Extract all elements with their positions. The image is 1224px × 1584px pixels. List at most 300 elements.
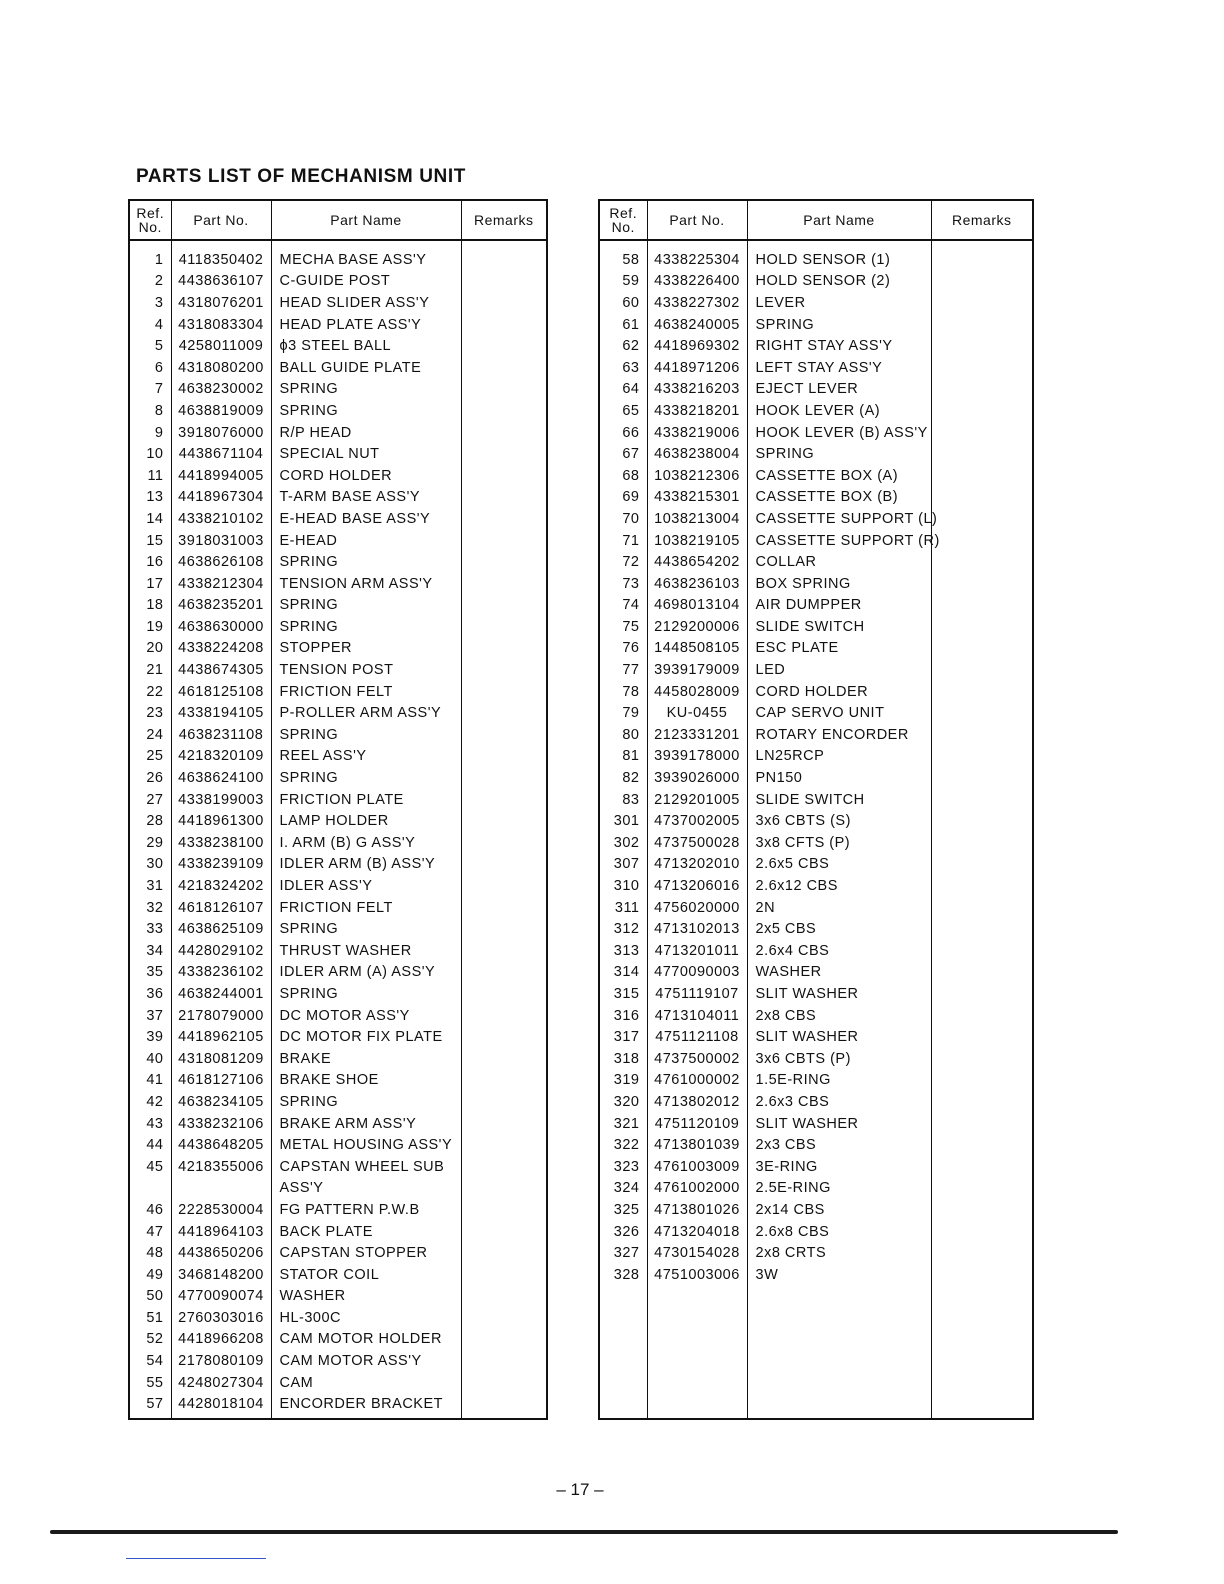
- remarks-cell: [931, 400, 1033, 422]
- part-no-cell: 4638819009: [171, 400, 271, 422]
- ref-no-cell: 78: [622, 683, 640, 700]
- part-no-cell: 2129200006: [647, 616, 747, 638]
- table-row: [599, 573, 1033, 595]
- part-name-cell: 2x8 CRTS: [747, 1242, 931, 1264]
- remarks-cell: [931, 875, 1033, 897]
- part-name-cell: SPRING: [271, 551, 461, 573]
- part-no-cell: 4698013104: [647, 595, 747, 617]
- part-no-cell: 4618125108: [171, 681, 271, 703]
- part-name-cell: DC MOTOR FIX PLATE: [271, 1026, 461, 1048]
- remarks-cell: [461, 681, 547, 703]
- part-no-cell: 4318080200: [171, 357, 271, 379]
- part-no-cell: 4638625109: [171, 918, 271, 940]
- remarks-cell: [931, 940, 1033, 962]
- table-row: [599, 465, 1033, 487]
- table-row: [129, 595, 547, 617]
- remarks-cell: [931, 1221, 1033, 1243]
- part-no-cell: 4737500002: [647, 1048, 747, 1070]
- table-row: [129, 724, 547, 746]
- part-name-cell: BALL GUIDE PLATE: [271, 357, 461, 379]
- empty-cell: [129, 1415, 171, 1419]
- ref-no-cell: 22: [146, 683, 164, 700]
- remarks-cell: [931, 1091, 1033, 1113]
- table-row: [599, 379, 1033, 401]
- remarks-cell: [931, 573, 1033, 595]
- ref-no-cell: 5: [154, 338, 164, 355]
- table-row: [129, 1350, 547, 1372]
- part-name-cell: LN25RCP: [747, 746, 931, 768]
- remarks-cell: [461, 1329, 547, 1351]
- part-name-cell: 2.6x4 CBS: [747, 940, 931, 962]
- part-name-cell: CASSETTE BOX (A): [747, 465, 931, 487]
- part-no-cell: 4318081209: [171, 1048, 271, 1070]
- table-row: [599, 595, 1033, 617]
- part-name-cell: HL-300C: [271, 1307, 461, 1329]
- ref-no-cell: 40: [146, 1050, 164, 1067]
- ref-no-cell: 63: [622, 359, 640, 376]
- remarks-cell: [461, 724, 547, 746]
- ref-no-cell: 10: [146, 446, 164, 463]
- remarks-header: Remarks: [931, 200, 1033, 240]
- ref-no-cell: 58: [622, 251, 640, 268]
- ref-no-cell: 50: [146, 1288, 164, 1305]
- part-name-cell: SLIDE SWITCH: [747, 616, 931, 638]
- remarks-cell: [461, 962, 547, 984]
- part-no-cell: 4713102013: [647, 918, 747, 940]
- table-row: [599, 1113, 1033, 1135]
- part-name-cell: TENSION ARM ASS'Y: [271, 573, 461, 595]
- ref-no-cell: 18: [146, 597, 164, 614]
- ref-no-cell: 35: [146, 964, 164, 981]
- ref-no-cell: 319: [613, 1072, 640, 1089]
- part-name-cell: ROTARY ENCORDER: [747, 724, 931, 746]
- part-no-cell: 4338218201: [647, 400, 747, 422]
- table-row: [599, 767, 1033, 789]
- part-name-cell: P-ROLLER ARM ASS'Y: [271, 702, 461, 724]
- ref-no-cell: 310: [613, 878, 640, 895]
- part-no-cell: 4770090074: [171, 1286, 271, 1308]
- part-name-cell: C-GUIDE POST: [271, 271, 461, 293]
- ref-no-cell: 59: [622, 273, 640, 290]
- part-no-cell: 4338236102: [171, 962, 271, 984]
- table-row: [599, 810, 1033, 832]
- part-name-cell: SPRING: [747, 314, 931, 336]
- remarks-cell: [931, 292, 1033, 314]
- part-no-cell: 4428018104: [171, 1393, 271, 1415]
- part-name-cell: I. ARM (B) G ASS'Y: [271, 832, 461, 854]
- part-no-cell: 4713202010: [647, 854, 747, 876]
- table-filler-row: [129, 1415, 547, 1419]
- ref-no-header-line1: Ref.: [609, 205, 638, 221]
- ref-no-cell: 66: [622, 424, 640, 441]
- table-row: [129, 292, 547, 314]
- empty-cell: [747, 1286, 931, 1420]
- ref-no-cell: 82: [622, 770, 640, 787]
- part-no-cell: 4418962105: [171, 1026, 271, 1048]
- part-name-cell: FRICTION FELT: [271, 897, 461, 919]
- ref-no-cell: 325: [613, 1201, 640, 1218]
- part-name-cell: E-HEAD BASE ASS'Y: [271, 508, 461, 530]
- table-row: [129, 962, 547, 984]
- table-row: [599, 1026, 1033, 1048]
- part-no-cell: 4338232106: [171, 1113, 271, 1135]
- table-row: [599, 422, 1033, 444]
- table-row: [129, 681, 547, 703]
- remarks-cell: [461, 443, 547, 465]
- part-name-cell: 2.6x3 CBS: [747, 1091, 931, 1113]
- part-name-cell: WASHER: [747, 962, 931, 984]
- table-row: [599, 983, 1033, 1005]
- remarks-cell: [461, 616, 547, 638]
- ref-no-cell: 1: [154, 251, 164, 268]
- remarks-cell: [461, 573, 547, 595]
- ref-no-cell: 55: [146, 1374, 164, 1391]
- ref-no-cell: 60: [622, 294, 640, 311]
- part-name-cell: 2.6x12 CBS: [747, 875, 931, 897]
- empty-cell: [461, 1415, 547, 1419]
- part-no-cell: 4638624100: [171, 767, 271, 789]
- table-row: [599, 1091, 1033, 1113]
- part-name-cell: STOPPER: [271, 638, 461, 660]
- ref-no-cell: 26: [146, 770, 164, 787]
- table-row: [599, 962, 1033, 984]
- remarks-cell: [931, 962, 1033, 984]
- ref-no-cell: 16: [146, 554, 164, 571]
- ref-no-cell: 7: [154, 381, 164, 398]
- table-row: [599, 357, 1033, 379]
- table-row: [129, 767, 547, 789]
- part-name-cell: WASHER: [271, 1286, 461, 1308]
- part-no-cell: 4438674305: [171, 659, 271, 681]
- ref-no-cell: 301: [613, 813, 640, 830]
- ref-no-cell: 4: [154, 316, 164, 333]
- remarks-cell: [931, 702, 1033, 724]
- part-no-cell: 2129201005: [647, 789, 747, 811]
- ref-no-cell: 324: [613, 1180, 640, 1197]
- remarks-cell: [931, 724, 1033, 746]
- ref-no-cell: 313: [613, 942, 640, 959]
- ref-no-cell: 19: [146, 618, 164, 635]
- part-name-cell: SLIT WASHER: [747, 983, 931, 1005]
- part-name-cell: RIGHT STAY ASS'Y: [747, 335, 931, 357]
- part-no-cell: 3468148200: [171, 1264, 271, 1286]
- remarks-cell: [461, 508, 547, 530]
- part-no-cell: [171, 1178, 271, 1200]
- part-name-cell: HOLD SENSOR (2): [747, 271, 931, 293]
- part-no-cell: 4418966208: [171, 1329, 271, 1351]
- ref-no-cell: 46: [146, 1201, 164, 1218]
- table-row: [599, 1242, 1033, 1264]
- part-name-cell: LEVER: [747, 292, 931, 314]
- table-header-row: [599, 200, 1033, 240]
- table-row: [599, 1134, 1033, 1156]
- table-row: [599, 681, 1033, 703]
- part-no-cell: 4218355006: [171, 1156, 271, 1178]
- remarks-cell: [931, 1178, 1033, 1200]
- remarks-cell: [931, 983, 1033, 1005]
- remarks-cell: [461, 1091, 547, 1113]
- part-no-cell: 4338227302: [647, 292, 747, 314]
- table-row: [599, 1005, 1033, 1027]
- part-no-cell: 4438671104: [171, 443, 271, 465]
- part-name-cell: CAPSTAN WHEEL SUB: [271, 1156, 461, 1178]
- part-name-cell: T-ARM BASE ASS'Y: [271, 487, 461, 509]
- part-name-cell: BRAKE: [271, 1048, 461, 1070]
- part-no-cell: 4318076201: [171, 292, 271, 314]
- ref-no-cell: 39: [146, 1029, 164, 1046]
- part-name-cell: DC MOTOR ASS'Y: [271, 1005, 461, 1027]
- ref-no-cell: 83: [622, 791, 640, 808]
- part-no-cell: 4713801026: [647, 1199, 747, 1221]
- table-row: [129, 854, 547, 876]
- table-row: [129, 1005, 547, 1027]
- part-name-cell: HOLD SENSOR (1): [747, 240, 931, 271]
- part-no-cell: 1038212306: [647, 465, 747, 487]
- remarks-cell: [461, 1156, 547, 1178]
- part-no-cell: 4638236103: [647, 573, 747, 595]
- part-no-cell: 4713802012: [647, 1091, 747, 1113]
- part-no-cell: 1448508105: [647, 638, 747, 660]
- part-no-cell: 4218320109: [171, 746, 271, 768]
- remarks-cell: [461, 918, 547, 940]
- remarks-cell: [931, 789, 1033, 811]
- part-name-cell: FG PATTERN P.W.B: [271, 1199, 461, 1221]
- part-name-cell: LAMP HOLDER: [271, 810, 461, 832]
- remarks-cell: [931, 379, 1033, 401]
- table-row: [599, 897, 1033, 919]
- part-no-cell: 1038219105: [647, 530, 747, 552]
- ref-no-cell: 317: [613, 1029, 640, 1046]
- ref-no-cell: 32: [146, 899, 164, 916]
- ref-no-cell: 24: [146, 726, 164, 743]
- remarks-cell: [461, 789, 547, 811]
- table-row: [129, 400, 547, 422]
- part-name-cell: SPRING: [271, 400, 461, 422]
- table-row: [129, 1070, 547, 1092]
- remarks-cell: [461, 767, 547, 789]
- table-row: [129, 551, 547, 573]
- part-no-cell: 4418964103: [171, 1221, 271, 1243]
- table-row: [129, 1221, 547, 1243]
- remarks-cell: [461, 1070, 547, 1092]
- remarks-cell: [931, 1026, 1033, 1048]
- remarks-cell: [931, 443, 1033, 465]
- table-row: [129, 1242, 547, 1264]
- empty-cell: [599, 1286, 647, 1420]
- remarks-cell: [461, 1350, 547, 1372]
- remarks-cell: [461, 422, 547, 444]
- part-no-cell: 3939179009: [647, 659, 747, 681]
- remarks-cell: [931, 422, 1033, 444]
- remarks-cell: [461, 1242, 547, 1264]
- table-filler-row: [599, 1286, 1033, 1420]
- part-no-cell: 4638244001: [171, 983, 271, 1005]
- ref-no-cell: 71: [622, 532, 640, 549]
- table-row: [129, 638, 547, 660]
- table-row: [599, 1048, 1033, 1070]
- remarks-cell: [931, 595, 1033, 617]
- ref-no-cell: 42: [146, 1093, 164, 1110]
- part-no-header: Part No.: [647, 200, 747, 240]
- empty-cell: [271, 1415, 461, 1419]
- remarks-cell: [461, 659, 547, 681]
- ref-no-cell: 320: [613, 1093, 640, 1110]
- part-no-cell: 2123331201: [647, 724, 747, 746]
- part-name-cell: CORD HOLDER: [747, 681, 931, 703]
- part-name-cell: HOOK LEVER (B) ASS'Y: [747, 422, 931, 444]
- remarks-cell: [461, 314, 547, 336]
- part-name-cell: EJECT LEVER: [747, 379, 931, 401]
- part-name-cell: 3W: [747, 1264, 931, 1286]
- part-name-cell: BRAKE ARM ASS'Y: [271, 1113, 461, 1135]
- remarks-cell: [461, 595, 547, 617]
- part-no-cell: 4713104011: [647, 1005, 747, 1027]
- remarks-cell: [931, 1113, 1033, 1135]
- ref-no-cell: 80: [622, 726, 640, 743]
- part-name-cell: LED: [747, 659, 931, 681]
- ref-no-cell: 45: [146, 1158, 164, 1175]
- part-name-cell: IDLER ARM (A) ASS'Y: [271, 962, 461, 984]
- part-name-cell: SPRING: [271, 918, 461, 940]
- remarks-cell: [931, 1005, 1033, 1027]
- remarks-cell: [931, 897, 1033, 919]
- part-name-cell: ENCORDER BRACKET: [271, 1393, 461, 1415]
- remarks-cell: [931, 314, 1033, 336]
- remarks-cell: [461, 240, 547, 271]
- part-no-cell: 4638238004: [647, 443, 747, 465]
- ref-no-cell: 27: [146, 791, 164, 808]
- part-name-cell: IDLER ARM (B) ASS'Y: [271, 854, 461, 876]
- ref-no-cell: 21: [146, 662, 164, 679]
- ref-no-cell: 322: [613, 1137, 640, 1154]
- table-row: [129, 1286, 547, 1308]
- remarks-cell: [461, 875, 547, 897]
- table-row: [129, 702, 547, 724]
- table-row: [599, 292, 1033, 314]
- ref-no-cell: 11: [147, 467, 164, 484]
- part-no-cell: 4318083304: [171, 314, 271, 336]
- remarks-cell: [461, 810, 547, 832]
- ref-no-cell: 315: [613, 985, 640, 1002]
- ref-no-cell: 312: [613, 921, 640, 938]
- part-no-cell: 4338224208: [171, 638, 271, 660]
- part-name-cell: FRICTION PLATE: [271, 789, 461, 811]
- ref-no-cell: 74: [622, 597, 640, 614]
- table-row: [599, 1199, 1033, 1221]
- part-name-cell: CORD HOLDER: [271, 465, 461, 487]
- part-no-cell: 4438648205: [171, 1134, 271, 1156]
- footer-rule: [50, 1530, 1118, 1534]
- remarks-cell: [931, 854, 1033, 876]
- remarks-cell: [931, 810, 1033, 832]
- part-name-cell: BRAKE SHOE: [271, 1070, 461, 1092]
- remarks-cell: [931, 487, 1033, 509]
- part-no-cell: 4618126107: [171, 897, 271, 919]
- remarks-cell: [931, 918, 1033, 940]
- table-row: [599, 240, 1033, 271]
- remarks-cell: [931, 1199, 1033, 1221]
- part-name-cell: SPRING: [271, 724, 461, 746]
- table-row: [129, 465, 547, 487]
- parts-table-left-body: [129, 240, 547, 1419]
- remarks-cell: [461, 702, 547, 724]
- part-no-cell: 4638231108: [171, 724, 271, 746]
- ref-no-cell: 41: [146, 1072, 164, 1089]
- ref-no-cell: 73: [622, 575, 640, 592]
- remarks-cell: [461, 271, 547, 293]
- part-name-cell: CAM MOTOR ASS'Y: [271, 1350, 461, 1372]
- part-name-cell: HOOK LEVER (A): [747, 400, 931, 422]
- remarks-cell: [931, 551, 1033, 573]
- part-name-header: Part Name: [271, 200, 461, 240]
- part-name-cell: CASSETTE SUPPORT (L): [747, 508, 931, 530]
- part-name-cell: SPRING: [747, 443, 931, 465]
- part-no-cell: 4338239109: [171, 854, 271, 876]
- ref-no-cell: 54: [146, 1353, 164, 1370]
- ref-no-cell: 52: [146, 1331, 164, 1348]
- remarks-cell: [931, 746, 1033, 768]
- table-row: [129, 983, 547, 1005]
- table-row: [129, 1134, 547, 1156]
- part-name-cell: SLIT WASHER: [747, 1113, 931, 1135]
- remarks-cell: [461, 487, 547, 509]
- remarks-cell: [931, 530, 1033, 552]
- part-no-cell: 4418961300: [171, 810, 271, 832]
- remarks-cell: [461, 1264, 547, 1286]
- remarks-header: Remarks: [461, 200, 547, 240]
- ref-no-cell: 79: [622, 705, 640, 722]
- remarks-cell: [461, 357, 547, 379]
- part-no-cell: 4638626108: [171, 551, 271, 573]
- table-row: [129, 1307, 547, 1329]
- ref-no-cell: 20: [146, 640, 164, 657]
- ref-no-cell: 57: [146, 1396, 164, 1413]
- ref-no-header: [599, 200, 647, 240]
- table-row: [599, 487, 1033, 509]
- empty-cell: [647, 1286, 747, 1420]
- table-row: [599, 530, 1033, 552]
- part-no-cell: 4761003009: [647, 1156, 747, 1178]
- remarks-cell: [931, 767, 1033, 789]
- ref-no-header-line2: No.: [611, 219, 635, 235]
- ref-no-cell: 49: [146, 1266, 164, 1283]
- table-row: [129, 379, 547, 401]
- empty-cell: [931, 1286, 1033, 1420]
- ref-no-cell: 13: [146, 489, 164, 506]
- remarks-cell: [931, 465, 1033, 487]
- part-no-cell: 4438650206: [171, 1242, 271, 1264]
- ref-no-cell: 69: [622, 489, 640, 506]
- ref-no-cell: 23: [146, 705, 164, 722]
- part-no-cell: 4338216203: [647, 379, 747, 401]
- ref-no-cell: 314: [613, 964, 640, 981]
- table-row: [129, 240, 547, 271]
- table-row: [599, 1070, 1033, 1092]
- part-no-cell: 4338199003: [171, 789, 271, 811]
- part-no-cell: 4737500028: [647, 832, 747, 854]
- part-no-cell: 4756020000: [647, 897, 747, 919]
- ref-no-cell: 29: [146, 834, 164, 851]
- part-no-cell: 4338210102: [171, 508, 271, 530]
- part-no-cell: 3939178000: [647, 746, 747, 768]
- ref-no-cell: 70: [622, 510, 640, 527]
- part-name-cell: R/P HEAD: [271, 422, 461, 444]
- part-name-cell: 3x6 CBTS (S): [747, 810, 931, 832]
- table-row: [599, 335, 1033, 357]
- part-name-cell: AIR DUMPPER: [747, 595, 931, 617]
- table-row: [129, 875, 547, 897]
- page-number: – 17 –: [556, 1480, 604, 1499]
